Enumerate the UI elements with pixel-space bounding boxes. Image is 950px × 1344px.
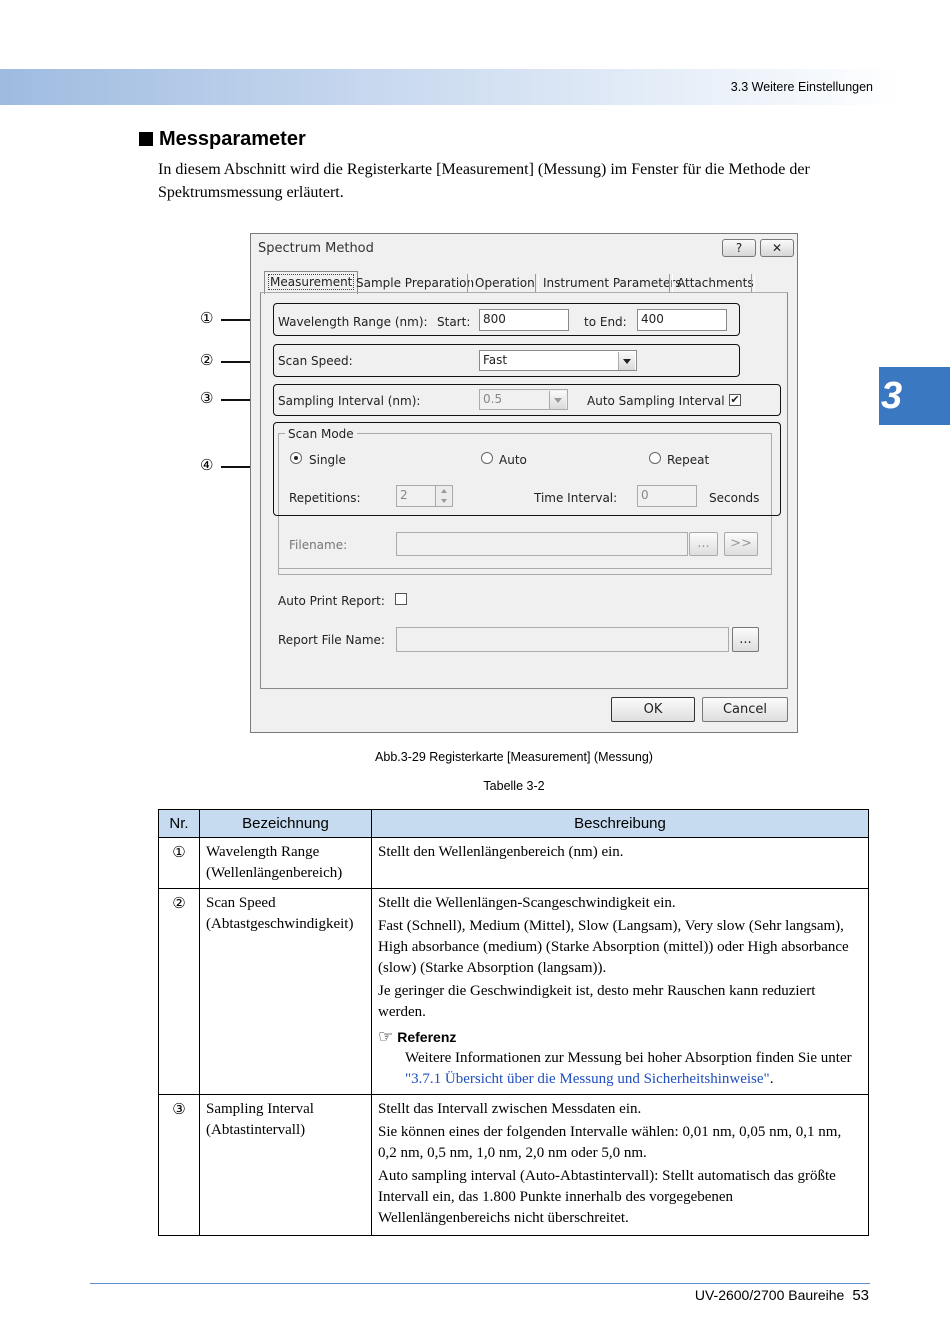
- sampling-interval-value: 0.5: [483, 392, 503, 406]
- row-name-en: Sampling Interval: [206, 1101, 314, 1117]
- help-button[interactable]: ?: [722, 239, 756, 257]
- footer-product: UV-2600/2700 Baureihe: [694, 1287, 845, 1303]
- description-text: Sie können eines der folgenden Intervalle wählen: 0,01 nm, 0,05 nm, 0,1 nm, 0,2 nm, 0,5 nm, 1,0 nm, 2,0 nm oder 5,0 nm.: [378, 1124, 842, 1161]
- row-description: [372, 1095, 869, 1236]
- filename-browse-button[interactable]: ...: [689, 532, 718, 556]
- figure-caption: Abb.3-29 Registerkarte [Measurement] (Messung): [375, 750, 653, 764]
- tab-measurement[interactable]: Measurement: [264, 271, 358, 294]
- cancel-button[interactable]: Cancel: [702, 697, 788, 722]
- row-number: ①: [159, 838, 200, 889]
- end-label: to End:: [584, 315, 627, 329]
- row-number: ③: [159, 1095, 200, 1236]
- time-interval-input[interactable]: 0: [637, 485, 697, 507]
- auto-print-label: Auto Print Report:: [278, 594, 385, 608]
- chapter-tab[interactable]: 3: [879, 367, 950, 425]
- wavelength-range-label: Wavelength Range (nm):: [278, 315, 428, 329]
- description-text: Stellt die Wellenlängen-Scangeschwindigkeit ein.: [378, 895, 676, 911]
- tab-attachments[interactable]: Attachments: [677, 276, 754, 290]
- scan-speed-value: Fast: [483, 353, 508, 367]
- highlight-box-2: [273, 344, 740, 377]
- description-text: Je geringer die Geschwindigkeit ist, desto mehr Rauschen kann reduziert werden.: [378, 983, 816, 1020]
- highlight-box-1: [273, 303, 740, 336]
- row-name-de: (Wellenlängenbereich): [206, 865, 343, 881]
- pointing-hand-icon: ☞: [378, 1027, 394, 1047]
- filename-next-button[interactable]: >>: [724, 532, 758, 556]
- row-name-de: (Abtastintervall): [206, 1122, 306, 1138]
- single-label: Single: [309, 453, 346, 467]
- description-text: Stellt das Intervall zwischen Messdaten ein.: [378, 1101, 642, 1117]
- auto-label: Auto: [499, 453, 527, 467]
- section-title-text: Messparameter: [159, 128, 306, 150]
- reference-text: Weitere Informationen zur Messung bei hoher Absorption finden Sie unter: [405, 1050, 852, 1066]
- description-text: Auto sampling interval (Auto-Abtastintervall): Stellt automatisch das größte Intervall ein, das 1.800 Punkte innerhalb des vorgegebenen Wellenlängenbereichs nicht überschreitet.: [378, 1168, 836, 1226]
- tab-sample-preparation[interactable]: Sample Preparation: [356, 276, 475, 290]
- time-interval-label: Time Interval:: [534, 491, 618, 505]
- header-beschreibung: Beschreibung: [372, 810, 869, 838]
- close-button[interactable]: ✕: [760, 239, 794, 257]
- table-row: [159, 838, 869, 889]
- table-row: [159, 1095, 869, 1236]
- table-caption: Tabelle 3-2: [483, 779, 545, 793]
- repetitions-label: Repetitions:: [289, 491, 361, 505]
- row-name-de: (Abtastgeschwindigkeit): [206, 916, 354, 932]
- table-header-row: [159, 810, 869, 838]
- row-name: [200, 889, 372, 1095]
- callout-1: ①: [200, 309, 214, 327]
- section-intro: In diesem Abschnitt wird die Registerkarte [Measurement] (Messung) im Fenster für die Methode der Spektrumsmessung erläutert.: [158, 161, 810, 201]
- report-file-label: Report File Name:: [278, 633, 385, 647]
- tab-operation[interactable]: Operation: [475, 276, 535, 290]
- scan-mode-label: Scan Mode: [285, 427, 357, 441]
- row-description: [372, 838, 869, 889]
- header-bezeichnung: Bezeichnung: [200, 810, 372, 838]
- highlight-box-4: [273, 422, 781, 516]
- sampling-interval-label: Sampling Interval (nm):: [278, 394, 421, 408]
- repetitions-input[interactable]: 2: [396, 485, 436, 507]
- report-file-input[interactable]: [396, 627, 729, 652]
- footer: [695, 1287, 869, 1304]
- row-number: ②: [159, 889, 200, 1095]
- description-text: Fast (Schnell), Medium (Mittel), Slow (Langsam), Very slow (Sehr langsam), High absorbance (medium) (Starke Absorption (mittel)) oder High absorbance (slow) (Starke Absorption (langsam)).: [378, 918, 849, 976]
- reference-link[interactable]: "3.7.1 Übersicht über die Messung und Sicherheitshinweise": [405, 1071, 770, 1087]
- row-description: [372, 889, 869, 1095]
- callout-4: ④: [200, 456, 214, 474]
- reference-body: [378, 1048, 862, 1090]
- repeat-label: Repeat: [667, 453, 710, 467]
- end-wavelength-input[interactable]: 400: [637, 309, 727, 331]
- footer-divider: [90, 1283, 870, 1284]
- reference-end: .: [769, 1071, 774, 1087]
- start-wavelength-input[interactable]: 800: [479, 309, 569, 331]
- filename-input[interactable]: [396, 532, 688, 556]
- report-browse-button[interactable]: ...: [732, 627, 759, 652]
- auto-print-checkbox[interactable]: [395, 593, 407, 605]
- callout-2: ②: [200, 351, 214, 369]
- section-title: [139, 128, 306, 151]
- tab-instrument-parameters[interactable]: Instrument Parameters: [543, 276, 682, 290]
- tab-separator: [751, 274, 755, 292]
- callout-3: ③: [200, 389, 214, 407]
- row-name: [200, 1095, 372, 1236]
- header-nr: Nr.: [159, 810, 200, 838]
- table-row: [159, 889, 869, 1095]
- dialog-title: Spectrum Method: [258, 241, 374, 256]
- auto-sampling-checkbox[interactable]: ✔: [730, 393, 740, 406]
- start-label: Start:: [437, 315, 471, 329]
- auto-sampling-label: Auto Sampling Interval: [587, 394, 725, 408]
- ok-button[interactable]: OK: [611, 697, 695, 722]
- description-text: Stellt den Wellenlängenbereich (nm) ein.: [378, 844, 624, 860]
- reference-heading: [378, 1027, 862, 1048]
- reference-title: Referenz: [397, 1029, 457, 1045]
- filename-label: Filename:: [289, 538, 348, 552]
- row-name-en: Wavelength Range: [206, 844, 320, 860]
- row-name-en: Scan Speed: [206, 895, 276, 911]
- highlight-box-3: [273, 384, 781, 416]
- description-table: [158, 809, 869, 1236]
- square-bullet-icon: [139, 132, 153, 146]
- spectrum-method-dialog: [250, 233, 798, 733]
- page-number: 53: [852, 1287, 869, 1304]
- scan-speed-label: Scan Speed:: [278, 354, 353, 368]
- seconds-label: Seconds: [709, 491, 760, 505]
- row-name: [200, 838, 372, 889]
- header-section-title: 3.3 Weitere Einstellungen: [730, 80, 873, 94]
